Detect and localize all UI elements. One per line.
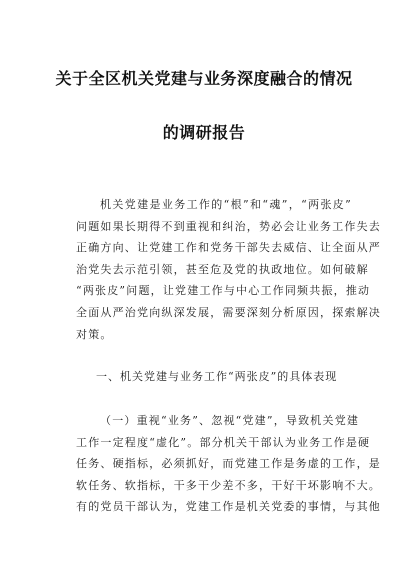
paragraph-line: “两张皮”问题，让党建工作与中心工作同频共振，推动 [76,284,371,298]
section-heading: 一、机关党建与业务工作“两张皮”的具体表现 [96,370,338,383]
section-1-paragraph [76,410,381,518]
paragraph-line: 问题如果长期得不到重视和纠治，势必会让业务工作失去 [76,219,381,233]
paragraph-line: 任务、硬指标，必须抓好，而党建工作是务虚的工作，是 [76,457,381,471]
paragraph-line: 治党失去示范引领，甚至危及党的执政地位。如何破解 [76,262,369,276]
paragraph-line: 有的党员干部认为，党建工作是机关党委的事情，与其他 [76,500,381,514]
document-title-line-1: 关于全区机关党建与业务深度融合的情况 [55,69,353,88]
document-title-line-2: 的调研报告 [162,123,246,142]
paragraph-line: 工作一定程度“虚化”。部分机关干部认为业务工作是硬 [76,435,371,449]
paragraph-line: 全面从严治党向纵深发展，需要深刻分析原因，探索解决 [76,305,381,319]
paragraph-line: 机关党建是业务工作的“根”和“魂”，“两张皮” [100,198,352,211]
paragraph-line: （一）重视“业务”、忽视“党建”，导致机关党建 [100,414,360,427]
paragraph-line: 软任务、软指标，干多干少差不多，干好干坏影响不大。 [76,478,381,492]
intro-paragraph [76,194,381,345]
paragraph-line: 对策。 [76,327,113,341]
paragraph-line: 正确方向、让党建工作和党务干部失去威信、让全面从严 [76,241,381,255]
